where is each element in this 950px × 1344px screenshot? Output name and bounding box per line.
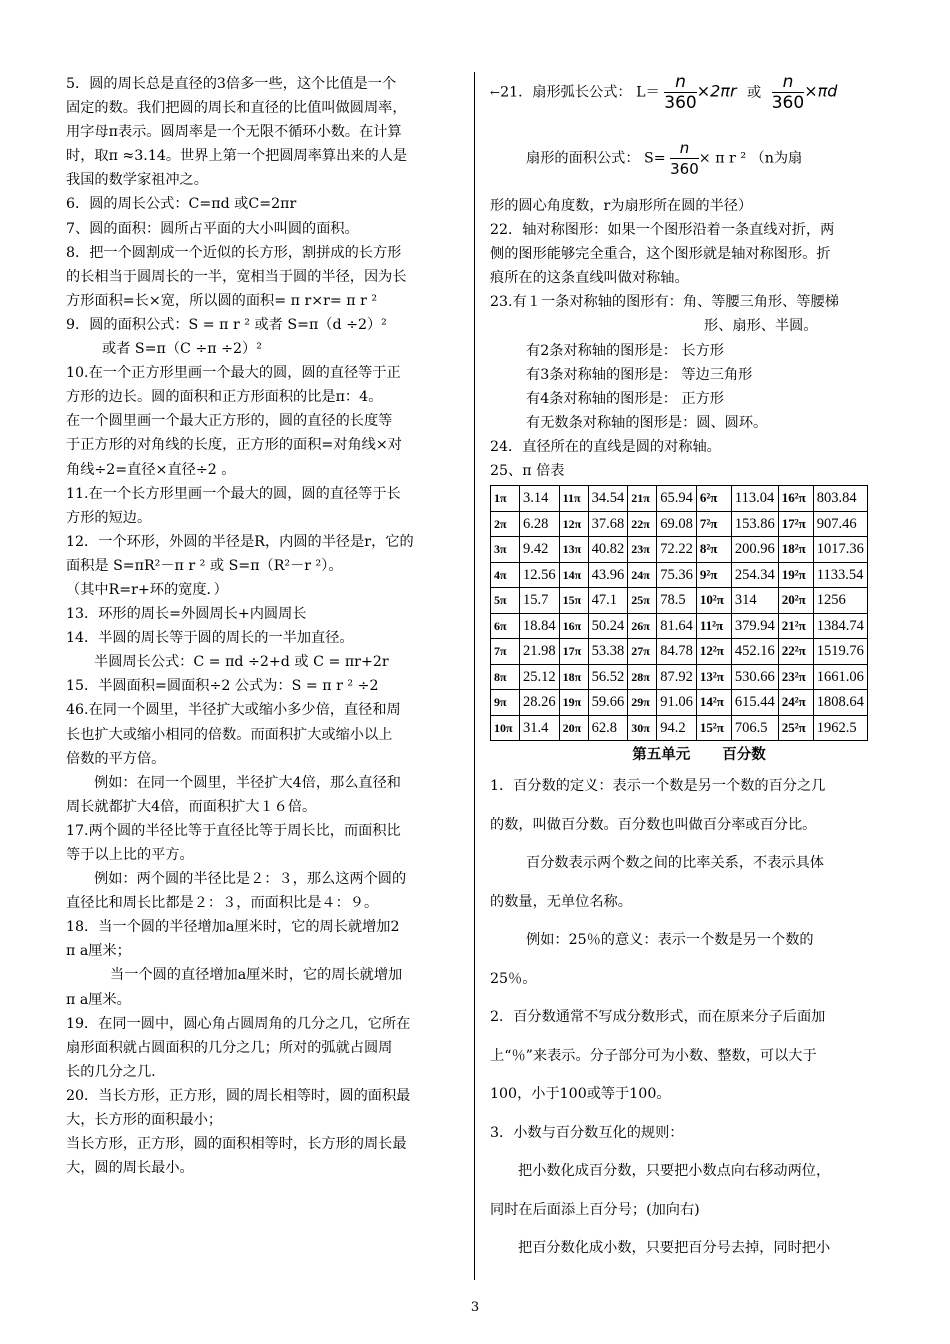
text-line: 百分数表示两个数之间的比率关系，不表示具体 — [526, 855, 824, 872]
pi-multiple-cell: 16π — [559, 613, 588, 639]
text-line: 6．圆的周长公式：C=πd 或C=2πr — [66, 196, 297, 213]
pi-multiple-cell: 22²π — [778, 639, 813, 665]
text-line: 有3条对称轴的图形是： 等边三角形 — [526, 366, 753, 383]
pi-multiple-cell: 6²π — [696, 486, 731, 512]
value-cell: 25.12 — [520, 664, 560, 690]
pi-multiple-cell: 17²π — [778, 511, 813, 537]
value-cell: 18.84 — [520, 613, 560, 639]
sector-area-formula — [490, 138, 802, 179]
table-row — [491, 639, 868, 665]
text-line: 25、π 倍表 — [490, 463, 565, 480]
value-cell: 1962.5 — [813, 715, 867, 741]
unit-heading-number: 第五单元 — [632, 747, 691, 764]
text-line: 长的几分之几. — [66, 1063, 156, 1080]
fraction-denominator: 360 — [670, 160, 699, 178]
value-cell: 12.56 — [520, 562, 560, 588]
value-cell: 37.68 — [588, 511, 628, 537]
pi-multiple-cell: 27π — [628, 639, 657, 665]
text-line: 1．百分数的定义：表示一个数是另一个数的百分之几 — [490, 778, 826, 795]
pi-multiple-cell: 8π — [491, 664, 520, 690]
pi-multiple-cell: 17π — [559, 639, 588, 665]
pi-multiple-cell: 24²π — [778, 690, 813, 716]
pi-multiple-cell: 2π — [491, 511, 520, 537]
pi-multiple-cell: 20²π — [778, 588, 813, 614]
text-line: 15．半圆面积=圆面积÷2 公式为：S = π r ² ÷2 — [66, 678, 379, 695]
value-cell: 84.78 — [657, 639, 697, 665]
pi-multiple-cell: 18²π — [778, 537, 813, 563]
text-line: 20．当长方形，正方形，圆的周长相等时，圆的面积最 — [66, 1087, 411, 1104]
pi-multiple-cell: 4π — [491, 562, 520, 588]
value-cell: 94.2 — [657, 715, 697, 741]
pi-multiple-cell: 15²π — [696, 715, 731, 741]
text-line: 有无数条对称轴的图形是：圆、圆环。 — [526, 414, 768, 431]
value-cell: 28.26 — [520, 690, 560, 716]
pi-multiple-cell: 12π — [559, 511, 588, 537]
arc-length-part2: ×πd — [804, 81, 838, 101]
text-line: 把小数化成百分数，只要把小数点向右移动两位， — [518, 1163, 831, 1180]
pi-multiple-cell: 11²π — [696, 613, 731, 639]
text-line: π a厘米； — [66, 943, 131, 960]
value-cell: 314 — [731, 588, 778, 614]
sector-formulas — [490, 72, 908, 194]
left-column — [66, 72, 462, 1180]
value-cell: 1661.06 — [813, 664, 867, 690]
text-line: 半圆周长公式：C = πd ÷2+d 或 C = πr+2r — [94, 654, 389, 671]
pi-multiple-cell: 10π — [491, 715, 520, 741]
pi-multiple-cell: 5π — [491, 588, 520, 614]
text-line: π a厘米。 — [66, 991, 131, 1008]
text-line: 例如：25％的意义：表示一个数是另一个数的 — [526, 932, 814, 949]
value-cell: 9.42 — [520, 537, 560, 563]
text-line: 方形的边长。圆的面积和正方形面积的比是π：4。 — [66, 389, 383, 406]
value-cell: 113.04 — [731, 486, 778, 512]
text-line: 大，圆的周长最小。 — [66, 1160, 194, 1177]
value-cell: 803.84 — [813, 486, 867, 512]
fraction-numerator: n — [772, 72, 804, 93]
text-line: 24．直径所在的直线是圆的对称轴。 — [490, 438, 721, 455]
pi-multiple-cell: 21²π — [778, 613, 813, 639]
text-line: 22．轴对称图形：如果一个图形沿着一条直线对折，两 — [490, 222, 835, 239]
fraction-n-over-360-b — [772, 72, 804, 113]
text-line: 把百分数化成小数，只要把百分号去掉，同时把小 — [518, 1240, 831, 1257]
value-cell: 81.64 — [657, 613, 697, 639]
pi-multiple-cell: 21π — [628, 486, 657, 512]
pi-multiple-cell: 14π — [559, 562, 588, 588]
pi-multiple-cell: 25π — [628, 588, 657, 614]
value-cell: 15.7 — [520, 588, 560, 614]
pi-multiple-cell: 26π — [628, 613, 657, 639]
pi-multiple-cell: 22π — [628, 511, 657, 537]
text-line: 周长就都扩大4倍，而面积扩大１６倍。 — [66, 798, 317, 815]
percent-section — [490, 767, 908, 1268]
value-cell: 153.86 — [731, 511, 778, 537]
value-cell: 6.28 — [520, 511, 560, 537]
value-cell: 200.96 — [731, 537, 778, 563]
value-cell: 452.16 — [731, 639, 778, 665]
value-cell: 75.36 — [657, 562, 697, 588]
value-cell: 1133.54 — [813, 562, 867, 588]
text-line: 3．小数与百分数互化的规则： — [490, 1124, 684, 1141]
fraction-numerator: n — [664, 72, 696, 93]
text-line: 或者 S=π（C ÷π ÷2）² — [102, 341, 262, 358]
pi-multiple-cell: 19²π — [778, 562, 813, 588]
fraction-denominator: 360 — [664, 93, 697, 113]
pi-multiple-cell: 24π — [628, 562, 657, 588]
value-cell: 1519.76 — [813, 639, 867, 665]
value-cell: 47.1 — [588, 588, 628, 614]
pi-multiple-cell: 7²π — [696, 511, 731, 537]
page-number: 3 — [470, 1300, 480, 1315]
pi-multiple-cell: 30π — [628, 715, 657, 741]
text-line: 痕所在的这条直线叫做对称轴。 — [490, 270, 689, 287]
unit-heading — [490, 743, 908, 767]
table-row — [491, 562, 868, 588]
pi-multiple-cell: 6π — [491, 613, 520, 639]
text-line: 固定的数。我们把圆的周长和直径的比值叫做圆周率， — [66, 100, 407, 117]
fraction-numerator: n — [670, 138, 699, 159]
text-line: 8．把一个圆割成一个近似的长方形，割拼成的长方形 — [66, 244, 402, 261]
value-cell: 706.5 — [731, 715, 778, 741]
pi-multiple-cell: 18π — [559, 664, 588, 690]
table-row — [491, 511, 868, 537]
value-cell: 1017.36 — [813, 537, 867, 563]
text-line: 时，取π ≈3.14。世界上第一个把圆周率算出来的人是 — [66, 148, 408, 165]
value-cell: 34.54 — [588, 486, 628, 512]
text-line: （其中R=r+环的宽度．） — [66, 581, 228, 598]
pi-multiple-cell: 1π — [491, 486, 520, 512]
text-line: 方形面积=长×宽，所以圆的面积= π r×r= π r ² — [66, 292, 378, 309]
times-sign: × — [698, 150, 711, 167]
text-line: 9．圆的面积公式：S = π r ² 或者 S=π（d ÷2）² — [66, 316, 387, 333]
value-cell: 40.82 — [588, 537, 628, 563]
text-line: 方形的短边。 — [66, 509, 152, 526]
value-cell: 31.4 — [520, 715, 560, 741]
text-line: 在一个圆里画一个最大正方形的，圆的直径的长度等 — [66, 413, 393, 430]
value-cell: 65.94 — [657, 486, 697, 512]
pi-multiple-cell: 16²π — [778, 486, 813, 512]
table-row — [491, 690, 868, 716]
pi-multiple-cell: 15π — [559, 588, 588, 614]
arc-length-formula: ←21．扇形弧长公式： L＝ $\frac{n}{360}$ ×2πr 或 $\frac{n}{360}$ ×πd — [490, 72, 838, 113]
text-line: 7、圆的面积：圆所占平面的大小叫圆的面积。 — [66, 220, 359, 237]
value-cell: 50.24 — [588, 613, 628, 639]
sector-area-label: 扇形的面积公式： S= — [526, 150, 666, 167]
pi-multiple-cell: 19π — [559, 690, 588, 716]
table-row — [491, 715, 868, 741]
fraction-denominator: 360 — [771, 93, 805, 113]
text-line: 25％。 — [490, 970, 537, 987]
value-cell: 1384.74 — [813, 613, 867, 639]
value-cell: 1256 — [813, 588, 867, 614]
pi-multiple-cell: 10²π — [696, 588, 731, 614]
text-line: 的数，叫做百分数。百分数也叫做百分率或百分比。 — [490, 816, 817, 833]
pi-multiple-cell: 8²π — [696, 537, 731, 563]
arc-length-part1: ×2πr — [696, 81, 737, 101]
value-cell: 615.44 — [731, 690, 778, 716]
value-cell: 69.08 — [657, 511, 697, 537]
value-cell: 59.66 — [588, 690, 628, 716]
text-line: 的数量，无单位名称。 — [490, 893, 632, 910]
text-line: 角线÷2=直径×直径÷2 。 — [66, 461, 236, 478]
text-line: 例如：在同一个圆里，半径扩大4倍，那么直径和 — [94, 774, 401, 791]
right-text-lines — [490, 194, 908, 483]
text-line: 12．一个环形，外圆的半径是R，内圆的半径是r，它的 — [66, 533, 414, 550]
text-line: 当长方形，正方形，圆的面积相等时，长方形的周长最 — [66, 1136, 407, 1153]
value-cell: 78.5 — [657, 588, 697, 614]
pi-multiple-cell: 3π — [491, 537, 520, 563]
text-line: 形、扇形、半圆。 — [704, 318, 818, 335]
text-line: 14．半圆的周长等于圆的周长的一半加直径。 — [66, 630, 354, 647]
text-line: 大，长方形的面积最小； — [66, 1112, 223, 1129]
table-row — [491, 588, 868, 614]
text-line: 18．当一个圆的半径增加a厘米时，它的周长就增加2 — [66, 919, 400, 936]
value-cell: 53.38 — [588, 639, 628, 665]
value-cell: 254.34 — [731, 562, 778, 588]
value-cell: 379.94 — [731, 613, 778, 639]
or-text: 或 — [742, 84, 766, 101]
text-line: 100，小于100或等于100。 — [490, 1086, 671, 1103]
pi-multiple-cell: 7π — [491, 639, 520, 665]
text-line: 等于以上比的平方。 — [66, 847, 194, 863]
pi-multiple-cell: 23π — [628, 537, 657, 563]
text-line: 有2条对称轴的图形是： 长方形 — [526, 342, 724, 359]
table-row — [491, 537, 868, 563]
text-line: 于正方形的对角线的长度，正方形的面积=对角线×对 — [66, 437, 402, 454]
text-line: 例如：两个圆的半径比是２：３，那么这两个圆的 — [94, 871, 407, 888]
value-cell: 3.14 — [520, 486, 560, 512]
value-cell: 907.46 — [813, 511, 867, 537]
pi-multiple-cell: 23²π — [778, 664, 813, 690]
text-line: 直径比和周长比都是２：３，而面积比是４：９。 — [66, 895, 379, 912]
column-divider — [474, 72, 475, 1280]
table-row — [491, 486, 868, 512]
fraction-n-over-360 — [664, 72, 696, 113]
text-line: 上“％”来表示。分子部分可为小数、整数，可以大于 — [490, 1047, 817, 1064]
value-cell: 87.92 — [657, 664, 697, 690]
table-row — [491, 664, 868, 690]
pi-multiple-cell: 9π — [491, 690, 520, 716]
pi-multiples-table — [490, 485, 868, 741]
text-line: 13．环形的周长=外圆周长+内圆周长 — [66, 606, 307, 623]
text-line: 17.两个圆的半径比等于直径比等于周长比，而面积比 — [66, 822, 401, 839]
value-cell: 62.8 — [588, 715, 628, 741]
pi-multiple-cell: 11π — [559, 486, 588, 512]
pi-multiple-cell: 28π — [628, 664, 657, 690]
text-line: 长也扩大或缩小相同的倍数。而面积扩大或缩小以上 — [66, 726, 393, 743]
pi-multiple-cell: 13π — [559, 537, 588, 563]
text-line: 11.在一个长方形里画一个最大的圆，圆的直径等于长 — [66, 485, 401, 502]
text-line: 46.在同一个圆里，半径扩大或缩小多少倍，直径和周 — [66, 702, 401, 719]
pi-multiple-cell: 13²π — [696, 664, 731, 690]
text-line: 23.有１一条对称轴的图形有：角、等腰三角形、等腰梯 — [490, 294, 839, 311]
fraction-n-over-360-c — [670, 138, 699, 179]
pi-multiple-cell: 9²π — [696, 562, 731, 588]
pi-multiple-cell: 12²π — [696, 639, 731, 665]
value-cell: 1808.64 — [813, 690, 867, 716]
text-line: 我国的数学家祖冲之。 — [66, 172, 208, 189]
text-line: 10.在一个正方形里画一个最大的圆，圆的直径等于正 — [66, 365, 401, 382]
right-column — [490, 72, 908, 1268]
text-line: 倍数的平方倍。 — [66, 750, 166, 767]
text-line: 有4条对称轴的图形是： 正方形 — [526, 390, 724, 407]
pi-multiple-cell: 14²π — [696, 690, 731, 716]
text-line: 的长相当于圆周长的一半，宽相当于圆的半径，因为长 — [66, 268, 407, 285]
text-line: 2．百分数通常不写成分数形式，而在原来分子后面加 — [490, 1009, 826, 1026]
text-line: 侧的图形能够完全重合，这个图形就是轴对称图形。折 — [490, 246, 831, 263]
text-line: 扇形面积就占圆面积的几分之几；所对的弧就占圆周 — [66, 1039, 393, 1056]
text-line: 19．在同一圆中，圆心角占圆周角的几分之几，它所在 — [66, 1015, 411, 1032]
text-line: 用字母π表示。圆周率是一个无限不循环小数。在计算 — [66, 124, 402, 141]
text-line: 同时在后面添上百分号；(加向右) — [490, 1201, 700, 1218]
pi-multiple-cell: 20π — [559, 715, 588, 741]
value-cell: 56.52 — [588, 664, 628, 690]
text-line: 面积是 S=πR²－π r ² 或 S=π（R²－r ²）。 — [66, 557, 343, 574]
value-cell: 91.06 — [657, 690, 697, 716]
text-line: 5．圆的周长总是直径的3倍多一些，这个比值是一个 — [66, 76, 397, 92]
value-cell: 21.98 — [520, 639, 560, 665]
text-line: 形的圆心角度数，r为扇形所在圆的半径） — [490, 198, 753, 214]
unit-heading-title: 百分数 — [722, 747, 766, 764]
value-cell: 43.96 — [588, 562, 628, 588]
arc-length-label: 21．扇形弧长公式： L＝ — [500, 84, 660, 101]
sector-area-tail: π r ² （n为扇 — [715, 150, 803, 167]
text-line: 当一个圆的直径增加a厘米时，它的周长就增加 — [110, 967, 403, 984]
table-row — [491, 613, 868, 639]
pi-multiple-cell: 29π — [628, 690, 657, 716]
value-cell: 72.22 — [657, 537, 697, 563]
pi-multiple-cell: 25²π — [778, 715, 813, 741]
value-cell: 530.66 — [731, 664, 778, 690]
